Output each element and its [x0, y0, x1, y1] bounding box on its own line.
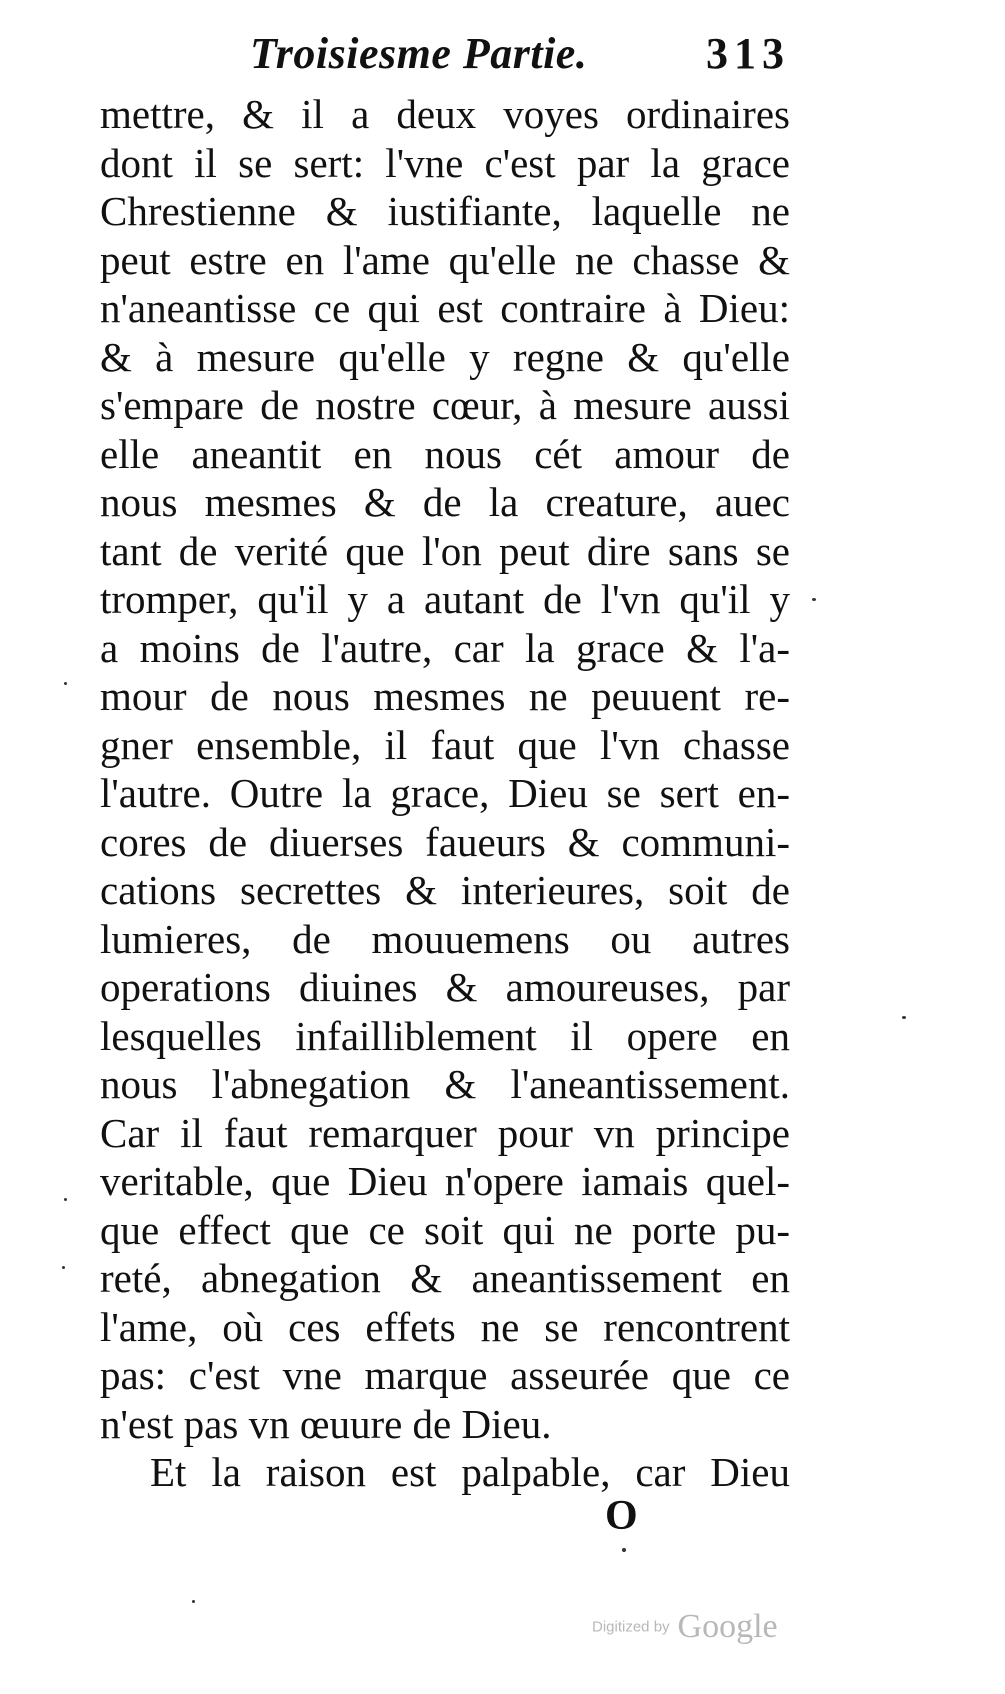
text-line: mour de nous mesmes ne peuuent re-: [100, 673, 790, 719]
running-title: Troisiesme Partie.: [250, 29, 588, 78]
text-line: nous l'abnegation & l'aneantissement.: [100, 1061, 790, 1107]
ink-speck: [64, 1198, 67, 1201]
ink-speck: [192, 1600, 195, 1603]
text-line: tromper, qu'il y a autant de l'vn qu'il y: [100, 576, 790, 622]
text-line: a moins de l'autre, car la grace & l'a-: [100, 624, 790, 671]
text-line: lumieres, de mouuemens ou autres: [100, 915, 790, 962]
text-line: Chrestienne & iustifiante, laquelle ne: [100, 188, 790, 234]
text-line: cores de diuerses faueurs & communi-: [100, 818, 790, 865]
text-line: pas: c'est vne marque asseurée que ce: [100, 1352, 790, 1398]
text-line: mettre, & il a deux voyes ordinaires: [100, 91, 790, 137]
signature-mark: O: [605, 1493, 638, 1539]
text-line: veritable, que Dieu n'opere iamais quel-: [100, 1158, 790, 1204]
text-line: nous mesmes & de la creature, auec: [100, 479, 790, 525]
digitization-watermark: [592, 1608, 802, 1648]
text-line: & à mesure qu'elle y regne & qu'elle: [100, 333, 790, 380]
text-line: peut estre en l'ame qu'elle ne chasse &: [100, 236, 790, 283]
watermark-prefix: Digitized by: [592, 1618, 670, 1636]
ink-speck: [62, 1266, 65, 1269]
text-line: lesquelles infailliblement il opere en: [100, 1012, 790, 1059]
text-line: s'empare de nostre cœur, à mesure aussi: [100, 382, 790, 428]
text-line: que effect que ce soit qui ne porte pu-: [100, 1206, 790, 1253]
text-line: reté, abnegation & aneantissement en: [100, 1255, 790, 1301]
text-line: cations secrettes & interieures, soit de: [100, 867, 790, 913]
text-line: l'autre. Outre la grace, Dieu se sert en-: [100, 770, 790, 816]
text-line: operations diuines & amoureuses, par: [100, 964, 790, 1010]
text-line-paragraph-end: n'est pas vn œuure de Dieu.: [100, 1400, 552, 1447]
page-header: [250, 28, 790, 88]
page-number: 313: [706, 29, 790, 78]
ink-speck: [622, 1548, 626, 1552]
ink-speck: [812, 598, 816, 601]
text-line: gner ensemble, il faut que l'vn chasse: [100, 721, 790, 768]
text-line-paragraph-start: Et la raison est palpable, car Dieu: [150, 1449, 790, 1495]
text-line: n'aneantisse ce qui est contraire à Dieu:: [100, 285, 790, 331]
text-line: Car il faut remarquer pour vn principe: [100, 1109, 790, 1156]
text-line: elle aneantit en nous cét amour de: [100, 430, 790, 477]
ink-speck: [902, 1016, 906, 1019]
text-line: dont il se sert: l'vne c'est par la grace: [100, 139, 790, 186]
ink-speck: [64, 682, 67, 685]
body-text: [100, 90, 790, 1497]
text-line: l'ame, où ces effets ne se rencontrent: [100, 1303, 790, 1350]
google-logo: Google: [677, 1608, 778, 1645]
text-line: tant de verité que l'on peut dire sans se: [100, 527, 790, 574]
